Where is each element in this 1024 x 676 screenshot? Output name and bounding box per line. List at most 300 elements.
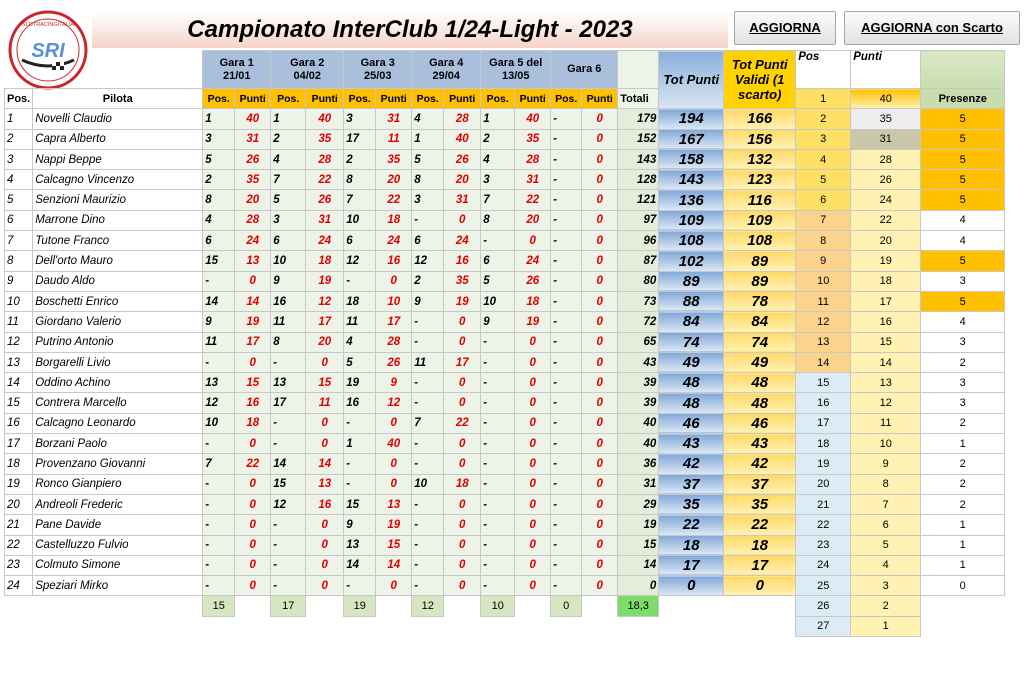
driver-totali: 143 <box>618 149 659 169</box>
race-points: 31 <box>306 210 344 230</box>
driver-presenze: 4 <box>921 312 1005 332</box>
race-pos: - <box>551 170 582 190</box>
race-pos: 12 <box>203 393 235 413</box>
driver-pos: 4 <box>5 170 33 190</box>
rank-pos: 17 <box>796 413 851 433</box>
race-2-punti-header: Punti <box>306 89 344 109</box>
driver-totali: 179 <box>618 109 659 129</box>
driver-presenze: 2 <box>921 454 1005 474</box>
driver-totali: 36 <box>618 454 659 474</box>
race-pos: 19 <box>344 373 376 393</box>
driver-pos: 8 <box>5 251 33 271</box>
driver-tot-validi: 108 <box>724 231 796 251</box>
rank-pos: 26 <box>796 596 851 616</box>
driver-name: Speziari Mirko <box>33 576 203 596</box>
blank-cell <box>921 616 1005 636</box>
race-points: 0 <box>376 474 412 494</box>
rank-pos: 18 <box>796 434 851 454</box>
race-pos: 5 <box>203 149 235 169</box>
driver-totali: 31 <box>618 474 659 494</box>
race-pos: 10 <box>481 291 515 311</box>
race-points: 0 <box>582 129 618 149</box>
driver-presenze: 0 <box>921 576 1005 596</box>
driver-pos: 7 <box>5 231 33 251</box>
table-row[interactable] <box>5 149 1005 169</box>
race-pos: - <box>551 352 582 372</box>
rank-pos: 8 <box>796 231 851 251</box>
race-pos: 10 <box>344 210 376 230</box>
rank-pos-header: Pos <box>796 51 851 89</box>
driver-totali: 43 <box>618 352 659 372</box>
race-pos: - <box>203 474 235 494</box>
table-row[interactable] <box>5 393 1005 413</box>
race-points: 10 <box>376 291 412 311</box>
race-points: 35 <box>306 129 344 149</box>
race-pos: - <box>412 576 444 596</box>
race-date: 29/04 <box>432 69 460 82</box>
race-pos: 1 <box>481 109 515 129</box>
driver-pos: 16 <box>5 413 33 433</box>
update-discard-button[interactable] <box>844 11 1020 45</box>
table-row[interactable] <box>5 291 1005 311</box>
blank-cell <box>659 596 796 616</box>
rank-pos: 5 <box>796 170 851 190</box>
driver-totali: 0 <box>618 576 659 596</box>
driver-name: Tutone Franco <box>33 231 203 251</box>
race-pos: 3 <box>344 109 376 129</box>
driver-tot-punti: 143 <box>659 170 724 190</box>
race-date: 25/03 <box>363 69 392 82</box>
driver-pos: 19 <box>5 474 33 494</box>
race-pos: - <box>271 515 306 535</box>
driver-totali: 15 <box>618 535 659 555</box>
driver-totali: 121 <box>618 190 659 210</box>
race-pos: 10 <box>412 474 444 494</box>
driver-name: Dell'orto Mauro <box>33 251 203 271</box>
rank-punti: 7 <box>851 494 921 514</box>
race-points: 0 <box>582 434 618 454</box>
driver-tot-validi: 48 <box>724 373 796 393</box>
driver-presenze: 1 <box>921 535 1005 555</box>
race-points: 0 <box>235 352 271 372</box>
driver-presenze: 5 <box>921 170 1005 190</box>
race-points: 0 <box>582 251 618 271</box>
race-pos: - <box>203 515 235 535</box>
average-value: 18,3 <box>618 596 659 616</box>
rank-punti: 12 <box>851 393 921 413</box>
race-pos: - <box>344 413 376 433</box>
driver-totali: 29 <box>618 494 659 514</box>
table-row[interactable] <box>5 271 1005 291</box>
race-points: 0 <box>444 312 481 332</box>
table-row[interactable] <box>5 129 1005 149</box>
race-points: 28 <box>376 332 412 352</box>
race-pos: - <box>551 373 582 393</box>
race-4-pos-header: Pos. <box>412 89 444 109</box>
race-pos: 9 <box>481 312 515 332</box>
race-points: 0 <box>306 352 344 372</box>
driver-presenze: 2 <box>921 413 1005 433</box>
race-pos: - <box>271 434 306 454</box>
race-points: 26 <box>235 149 271 169</box>
race-pos: 14 <box>203 291 235 311</box>
race-points: 9 <box>376 373 412 393</box>
driver-presenze: 1 <box>921 555 1005 575</box>
race-points: 0 <box>235 535 271 555</box>
race-points: 0 <box>582 352 618 372</box>
rank-punti: 18 <box>851 271 921 291</box>
race-pos: - <box>481 576 515 596</box>
race-header-1 <box>203 51 271 89</box>
race-points: 28 <box>444 109 481 129</box>
race-6-punti-header: Punti <box>582 89 618 109</box>
race-points: 0 <box>582 190 618 210</box>
rank-punti: 24 <box>851 190 921 210</box>
driver-tot-validi: 0 <box>724 576 796 596</box>
driver-tot-validi: 74 <box>724 332 796 352</box>
rank-pos: 7 <box>796 210 851 230</box>
table-row[interactable] <box>5 109 1005 129</box>
table-row[interactable] <box>5 332 1005 352</box>
race-points: 0 <box>515 332 551 352</box>
driver-presenze: 1 <box>921 515 1005 535</box>
driver-pos: 11 <box>5 312 33 332</box>
race-points: 35 <box>444 271 481 291</box>
driver-pos: 21 <box>5 515 33 535</box>
race-points: 0 <box>582 454 618 474</box>
totali-header: Totali <box>618 89 659 109</box>
race-points: 0 <box>582 170 618 190</box>
race-pos: 3 <box>412 190 444 210</box>
driver-tot-validi: 35 <box>724 494 796 514</box>
rank-pos: 19 <box>796 454 851 474</box>
logo-text: SLOTRACINGITALIA <box>21 22 75 28</box>
driver-presenze: 1 <box>921 434 1005 454</box>
race-pos: - <box>551 109 582 129</box>
race-pos: - <box>551 535 582 555</box>
race-3-pos-header: Pos. <box>344 89 376 109</box>
driver-tot-punti: 49 <box>659 352 724 372</box>
driver-presenze: 4 <box>921 231 1005 251</box>
race-points: 0 <box>582 210 618 230</box>
driver-tot-punti: 102 <box>659 251 724 271</box>
race-points: 24 <box>306 231 344 251</box>
race-pos: - <box>551 576 582 596</box>
race-points: 24 <box>376 231 412 251</box>
blank-cell <box>921 596 1005 616</box>
driver-tot-punti: 158 <box>659 149 724 169</box>
race-points: 15 <box>306 373 344 393</box>
rank-pos: 9 <box>796 251 851 271</box>
race-pos: - <box>203 494 235 514</box>
totals-head-spacer <box>618 51 659 89</box>
presenze-head-spacer <box>921 51 1005 89</box>
rank-pos: 24 <box>796 555 851 575</box>
driver-pos: 14 <box>5 373 33 393</box>
race-points: 0 <box>582 393 618 413</box>
driver-totali: 73 <box>618 291 659 311</box>
participants-row <box>5 596 1005 616</box>
tot-validi-header: Tot Punti Validi (1 scarto) <box>724 51 796 109</box>
rank-punti: 22 <box>851 210 921 230</box>
race-points: 19 <box>235 312 271 332</box>
driver-name: Andreoli Frederic <box>33 494 203 514</box>
race-points: 0 <box>444 576 481 596</box>
race-pos: 4 <box>412 109 444 129</box>
rank-pos: 20 <box>796 474 851 494</box>
race-pos: - <box>551 332 582 352</box>
driver-name: Boschetti Enrico <box>33 291 203 311</box>
driver-name: Senzioni Maurizio <box>33 190 203 210</box>
race-3-punti-header: Punti <box>376 89 412 109</box>
table-row[interactable] <box>5 251 1005 271</box>
race-pos: 12 <box>271 494 306 514</box>
table-row[interactable] <box>5 515 1005 535</box>
driver-tot-punti: 88 <box>659 291 724 311</box>
race-points: 0 <box>235 494 271 514</box>
driver-pos: 2 <box>5 129 33 149</box>
race-pos: 8 <box>203 190 235 210</box>
driver-name: Giordano Valerio <box>33 312 203 332</box>
race-points: 0 <box>444 535 481 555</box>
race-points: 19 <box>306 271 344 291</box>
race-pos: 8 <box>481 210 515 230</box>
race-points: 14 <box>235 291 271 311</box>
race-pos: 4 <box>481 149 515 169</box>
race-pos: 6 <box>271 231 306 251</box>
race-points: 14 <box>376 555 412 575</box>
driver-totali: 128 <box>618 170 659 190</box>
race-points: 0 <box>582 291 618 311</box>
race-pos: - <box>481 393 515 413</box>
race-points: 26 <box>376 352 412 372</box>
race-pos: - <box>203 535 235 555</box>
presenze-header: Presenze <box>921 89 1005 109</box>
race-participants: 19 <box>344 596 376 616</box>
race-points: 0 <box>515 555 551 575</box>
driver-tot-punti: 48 <box>659 373 724 393</box>
driver-pos: 12 <box>5 332 33 352</box>
race-points: 17 <box>376 312 412 332</box>
race-points: 0 <box>582 555 618 575</box>
race-points: 24 <box>444 231 481 251</box>
race-points: 11 <box>376 129 412 149</box>
table-row[interactable] <box>5 494 1005 514</box>
race-participants: 15 <box>203 596 235 616</box>
driver-pos: 18 <box>5 454 33 474</box>
driver-tot-punti: 109 <box>659 210 724 230</box>
race-points: 0 <box>376 576 412 596</box>
race-pos: 11 <box>344 312 376 332</box>
driver-tot-punti: 167 <box>659 129 724 149</box>
race-points: 0 <box>444 210 481 230</box>
rank-pos: 2 <box>796 109 851 129</box>
race-pos: - <box>551 413 582 433</box>
race-4-punti-header: Punti <box>444 89 481 109</box>
driver-tot-validi: 48 <box>724 393 796 413</box>
race-pos: - <box>551 454 582 474</box>
race-pos: 7 <box>412 413 444 433</box>
driver-totali: 96 <box>618 231 659 251</box>
race-points: 0 <box>582 373 618 393</box>
race-pos: - <box>551 474 582 494</box>
race-pos: - <box>271 555 306 575</box>
race-points: 22 <box>376 190 412 210</box>
table-row[interactable] <box>5 190 1005 210</box>
driver-name: Contrera Marcello <box>33 393 203 413</box>
update-button[interactable] <box>734 11 836 45</box>
driver-name: Daudo Aldo <box>33 271 203 291</box>
rank-punti: 10 <box>851 434 921 454</box>
race-name: Gara 6 <box>567 63 602 75</box>
rank-pos: 4 <box>796 149 851 169</box>
blank-cell <box>306 596 344 616</box>
race-points: 0 <box>515 373 551 393</box>
race-points: 18 <box>376 210 412 230</box>
race-points: 0 <box>515 434 551 454</box>
driver-tot-validi: 18 <box>724 535 796 555</box>
table-row[interactable] <box>5 434 1005 454</box>
driver-tot-punti: 43 <box>659 434 724 454</box>
title-banner <box>92 12 728 48</box>
race-points: 0 <box>376 271 412 291</box>
table-row[interactable] <box>5 312 1005 332</box>
table-row[interactable] <box>5 454 1005 474</box>
race-points: 0 <box>235 474 271 494</box>
blank-cell <box>444 596 481 616</box>
driver-presenze: 5 <box>921 149 1005 169</box>
blank-cell <box>5 596 203 616</box>
race-points: 0 <box>582 149 618 169</box>
driver-name: Oddino Achino <box>33 373 203 393</box>
race-pos: 17 <box>271 393 306 413</box>
race-points: 26 <box>515 271 551 291</box>
race-points: 0 <box>306 434 344 454</box>
race-points: 0 <box>582 332 618 352</box>
table-row[interactable] <box>5 373 1005 393</box>
race-pos: 9 <box>271 271 306 291</box>
race-points: 0 <box>515 231 551 251</box>
race-pos: 9 <box>203 312 235 332</box>
race-points: 16 <box>376 251 412 271</box>
race-name: Gara 4 <box>429 56 464 69</box>
race-points: 16 <box>444 251 481 271</box>
table-row[interactable] <box>5 231 1005 251</box>
driver-tot-punti: 18 <box>659 535 724 555</box>
driver-presenze: 2 <box>921 352 1005 372</box>
table-row[interactable] <box>5 474 1005 494</box>
driver-tot-validi: 109 <box>724 210 796 230</box>
rank-punti: 8 <box>851 474 921 494</box>
race-points: 20 <box>515 210 551 230</box>
rank-punti: 6 <box>851 515 921 535</box>
race-pos: - <box>412 434 444 454</box>
race-points: 0 <box>515 413 551 433</box>
race-participants: 12 <box>412 596 444 616</box>
rank-punti: 5 <box>851 535 921 555</box>
rank-pos: 11 <box>796 291 851 311</box>
rank-punti: 20 <box>851 231 921 251</box>
race-points: 28 <box>306 149 344 169</box>
rank-pos: 3 <box>796 129 851 149</box>
race-points: 24 <box>235 231 271 251</box>
race-pos: 15 <box>344 494 376 514</box>
race-points: 0 <box>376 413 412 433</box>
table-row[interactable] <box>5 555 1005 575</box>
race-points: 0 <box>444 515 481 535</box>
race-points: 0 <box>306 555 344 575</box>
rank-punti: 31 <box>851 129 921 149</box>
race-pos: - <box>551 555 582 575</box>
race-pos: 13 <box>344 535 376 555</box>
driver-name: Putrino Antonio <box>33 332 203 352</box>
rank-pos: 22 <box>796 515 851 535</box>
race-pos: - <box>481 555 515 575</box>
race-name: Gara 3 <box>360 56 395 69</box>
rank-pos: 25 <box>796 576 851 596</box>
race-points: 20 <box>444 170 481 190</box>
race-points: 0 <box>515 393 551 413</box>
table-row[interactable] <box>5 210 1005 230</box>
race-pos: 14 <box>271 454 306 474</box>
table-row[interactable] <box>5 535 1005 555</box>
race-pos: - <box>344 576 376 596</box>
driver-pos: 6 <box>5 210 33 230</box>
race-pos: 4 <box>203 210 235 230</box>
table-row[interactable] <box>5 170 1005 190</box>
driver-tot-punti: 0 <box>659 576 724 596</box>
race-points: 40 <box>306 109 344 129</box>
race-points: 16 <box>235 393 271 413</box>
driver-totali: 65 <box>618 332 659 352</box>
driver-tot-validi: 42 <box>724 454 796 474</box>
race-points: 0 <box>235 434 271 454</box>
race-pos: - <box>412 515 444 535</box>
race-pos: - <box>412 210 444 230</box>
race-pos: 11 <box>271 312 306 332</box>
table-row[interactable] <box>5 413 1005 433</box>
race-pos: 6 <box>344 231 376 251</box>
driver-presenze: 3 <box>921 271 1005 291</box>
race-pos: - <box>481 373 515 393</box>
race-points: 18 <box>235 413 271 433</box>
race-pos: - <box>271 352 306 372</box>
race-points: 11 <box>306 393 344 413</box>
race-pos: 6 <box>412 231 444 251</box>
blank-cell <box>582 596 618 616</box>
race-pos: 2 <box>203 170 235 190</box>
race-points: 31 <box>235 129 271 149</box>
race-pos: 8 <box>412 170 444 190</box>
driver-name: Colmuto Simone <box>33 555 203 575</box>
table-row[interactable] <box>5 352 1005 372</box>
race-pos: - <box>344 271 376 291</box>
race-points: 0 <box>582 109 618 129</box>
driver-presenze: 5 <box>921 291 1005 311</box>
driver-tot-punti: 89 <box>659 271 724 291</box>
race-pos: 8 <box>271 332 306 352</box>
driver-totali: 97 <box>618 210 659 230</box>
race-points: 0 <box>306 535 344 555</box>
driver-tot-validi: 84 <box>724 312 796 332</box>
race-header-4 <box>412 51 481 89</box>
race-points: 35 <box>376 149 412 169</box>
table-row[interactable] <box>5 576 1005 596</box>
race-pos: - <box>271 413 306 433</box>
driver-pos: 22 <box>5 535 33 555</box>
race-pos: 11 <box>412 352 444 372</box>
race-points: 0 <box>235 515 271 535</box>
